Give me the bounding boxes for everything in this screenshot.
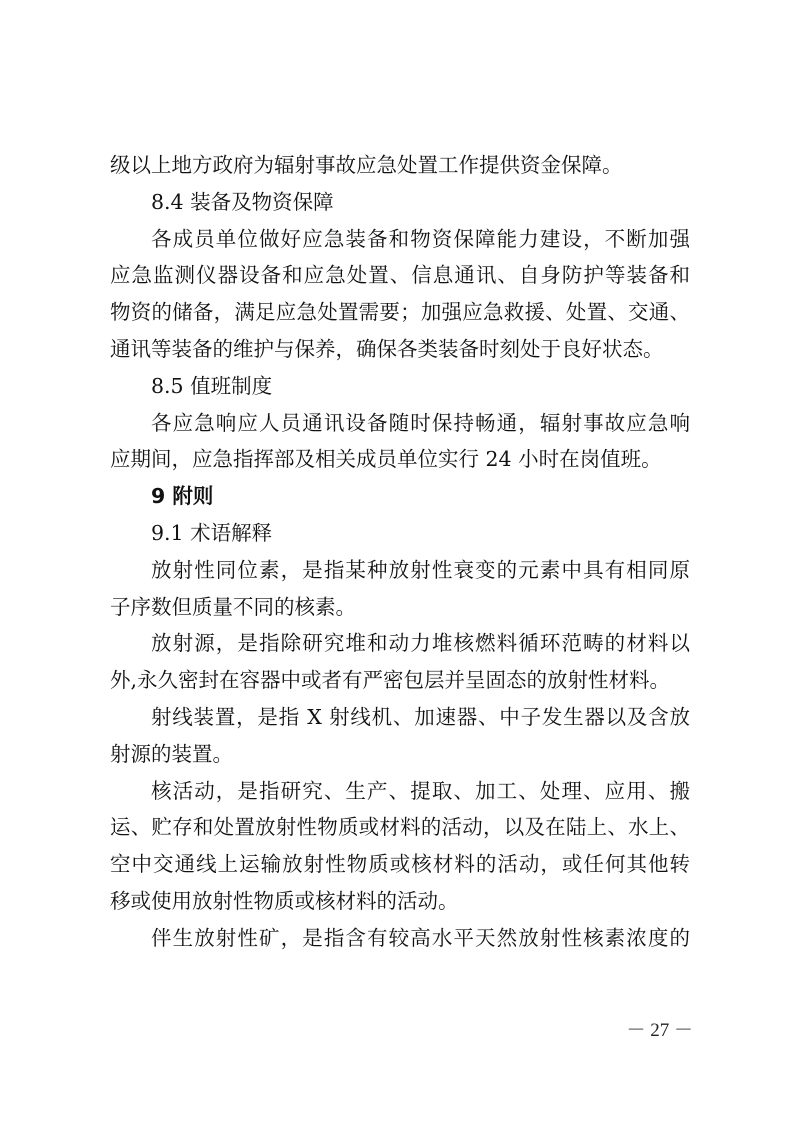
- paragraph-line: 级以上地方政府为辐射事故应急处置工作提供资金保障。: [110, 153, 623, 177]
- paragraph-line: 各应急响应人员通讯设备随时保持畅通，辐射事故应急响: [151, 410, 690, 435]
- chapter-heading-9: 9 附则: [151, 484, 214, 509]
- paragraph-line: 伴生放射性矿，是指含有较高水平天然放射性核素浓度的: [151, 925, 690, 950]
- paragraph-line: 移或使用放射性物质或核材料的活动。: [110, 888, 459, 913]
- paragraph-line: 外,永久密封在容器中或者有严密包层并呈固态的放射性材料。: [110, 668, 671, 693]
- section-heading-8-4: 8.4 装备及物资保障: [151, 189, 334, 214]
- paragraph-line: 运、贮存和处置放射性物质或材料的活动，以及在陆上、水上、: [110, 815, 690, 840]
- page-number: － 27 －: [626, 1020, 693, 1041]
- paragraph-line: 通讯等装备的维护与保养，确保各类装备时刻处于良好状态。: [110, 336, 664, 361]
- paragraph-line: 应期间，应急指挥部及相关成员单位实行 24 小时在岗值班。: [110, 447, 662, 472]
- paragraph-line: 核活动，是指研究、生产、提取、加工、处理、应用、搬: [151, 778, 690, 803]
- paragraph-line: 应急监测仪器设备和应急处置、信息通讯、自身防护等装备和: [110, 263, 690, 288]
- paragraph-line: 空中交通线上运输放射性物质或核材料的活动，或任何其他转: [110, 852, 690, 877]
- section-heading-8-5: 8.5 值班制度: [151, 373, 273, 398]
- paragraph-line: 放射性同位素，是指某种放射性衰变的元素中具有相同原: [151, 557, 690, 582]
- paragraph-line: 射源的装置。: [110, 741, 233, 766]
- paragraph-line: 物资的储备，满足应急处置需要；加强应急救援、处置、交通、: [110, 300, 690, 325]
- section-heading-9-1: 9.1 术语解释: [151, 520, 273, 545]
- body-text: [110, 147, 690, 957]
- paragraph-line: 各成员单位做好应急装备和物资保障能力建设，不断加强: [151, 226, 690, 251]
- paragraph-line: 射线装置，是指 X 射线机、加速器、中子发生器以及含放: [151, 704, 690, 729]
- paragraph-line: 放射源，是指除研究堆和动力堆核燃料循环范畴的材料以: [151, 631, 690, 656]
- paragraph-line: 子序数但质量不同的核素。: [110, 594, 356, 619]
